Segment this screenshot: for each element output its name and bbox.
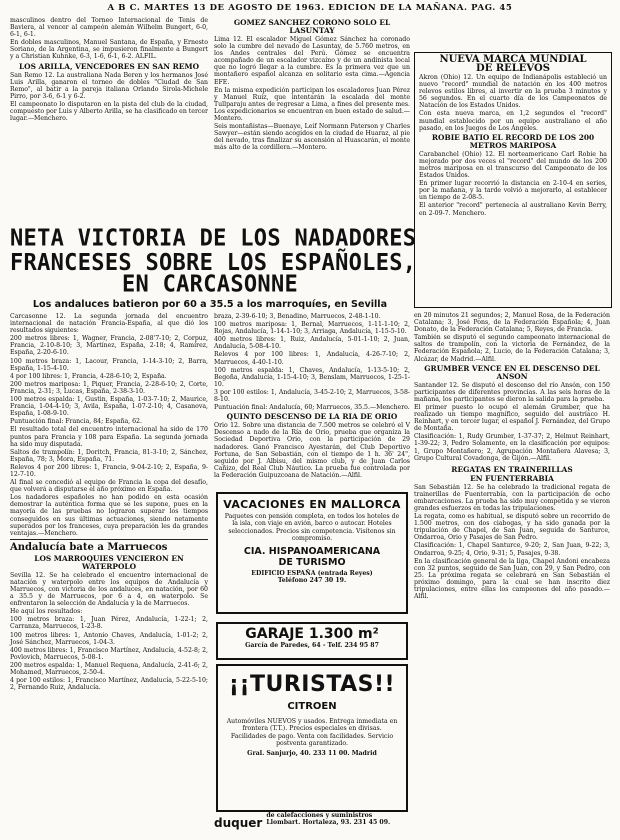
section-heading: EN FUENTERRABIA [470, 473, 554, 483]
ad-title: GARAJE 1.300 m² [245, 626, 379, 642]
article-paragraph: 100 metros espalda: 1, Gustin, España, 1-03-7-10; 2, Maurice, Francia, 1-04-4-10; 3, Avila, España, 1-07-2-10; 4, Casanova, España, 1-08-9-10. [10, 396, 208, 418]
article-paragraph: El anterior "record" pertenecía al australiano Kevin Berry, en 2-09-7. Menchero. [419, 202, 607, 217]
article-paragraph: El resultado total del encuentro internacional ha sido de 170 puntos para Francia y 108 para España. La segunda jornada ha sido muy disputada. [10, 426, 208, 448]
article-paragraph: 400 metros libres: 1, Francisco Martínez, Andalucía, 4-52-8; 2, Povlovich, Marruecos, 5-08-1. [10, 646, 208, 661]
article-paragraph: Sevilla 12. Se ha celebrado el encuentro internacional de natación y waterpolo entre los equipos de Andalucía y Marruecos, con victoria de los andaluces, en natación, por 60 a 35.5 y de Marruecos, por 6 a 4, en waterpolo. Se enfrentaron la selección de Andalucía y la de Marruecos. [10, 571, 208, 608]
headline-line: NETA VICTORIA DE LOS NADADORES [10, 225, 417, 252]
article-paragraph: Orio 12. Sobre una distancia de 7.500 metros se celebró el V Descenso a nado de la Ría de Orio, prueba que organiza la Sociedad Deportiva Orio, con la participación de 29 nadadores. Ganó Francisco Ayestarán, del Club Deportivo Fortuna, de San Sebastián, con el tiempo de 1 h. 36' 24", seguido por J. Albisu, del mismo club, y de Juan Carlos Cañizo, del Real Club Náutico. La prueba fue controlada por la Federación Guipuzcoana de Natación.—Alfil. [214, 422, 410, 479]
page-header: A B C. MARTES 13 DE AGOSTO DE 1963. EDICION DE LA MAÑANA. PAG. 45 [107, 3, 513, 13]
article-paragraph: San Remo 12. La australiana Nada Beren y los hermanos José Luis Arilla, ganaron el torneo de dobles "Ciudad de San Remo", al batir a la pareja italiana Orlando Sirola-Michele Pirro, por 3-6, 6-1 y 6-2. [10, 71, 208, 100]
ad-phone: Teléfono 247 30 19. [277, 577, 347, 585]
section-heading: QUINTO DESCENSO DE LA RIA DE ORIO [226, 412, 398, 422]
article-paragraph: 100 metros espalda: 1, Chaves, Andalucía, 1-13-5-10; 2, Begoña, Andalucía, 1-15-4-10; 3, Benslam, Marruecos, 1-25-1-10. [214, 366, 410, 388]
article-paragraph: El campeonato lo disputaron en la pista del club de la ciudad, compuesto por Luis y Alberto Arilla, se ha clasificado en tercer lugar.—Menchero. [10, 100, 208, 123]
article-paragraph: 200 metros mariposa: 1, Piquer, Francia, 2-28-6-10; 2, Corte, Francia, 2-31; 3, Lucas, España, 2-38-3-10. [10, 380, 208, 395]
article-paragraph: 3 por 100 estilos: 1, Andalucía, 3-45-2-10; 2, Marruecos, 3-58-8-10. [214, 388, 410, 404]
left-column-top [10, 17, 208, 225]
article-paragraph: Relevos 4 por 200 libres: 1, Francia, 9-04-2-10; 2, España, 9-12-7-10. [10, 463, 208, 478]
article-paragraph: Con esta nueva marca, en 1,2 segundos el "record" mundial establecido por un equipo australiano el año pasado, en los Juegos de Los Ángeles. [419, 110, 607, 132]
ad-address: EDIFICIO ESPAÑA (entrada Reyes) [251, 569, 373, 577]
article-paragraph: braza, 2-39-6-10; 3, Benadino, Marruecos, 2-48-1-10. [214, 313, 381, 320]
ad-text: de calefacciones y suministros [266, 812, 373, 819]
article-paragraph: Seis montañistas—Buenaye, Leif Normann Paterson y Charles Sawyer—están siendo acogidos en la ciudad de Huaraz, al pie del nevado, tras finalizar su ascensión al Huascarán, el monte más alto de la cordillera.—Montero. [214, 123, 410, 152]
article-paragraph: San Sebastián 12. Se ha celebrado la tradicional regata de trainerillas de Fuenterrabía, con la participación de ocho embarcaciones. La prueba ha sido muy competida y se vieron grandes esfuerzos en todas las tripulaciones. [414, 483, 610, 512]
article-paragraph: Lima 12. El escalador Miguel Gómez Sánchez ha coronado solo la cumbre del nevado de Lasuntay, de 5.760 metros, en los Andes centrales del Perú. Gómez se encuentra acompañado de un escalador vizcaíno y de un andinista local que no logró llegar a la cumbre. Es la primera vez que un montañero español alcanza en solitario esta cima.—Agencia EFE. [214, 36, 410, 86]
ad-mallorca[interactable] [216, 492, 408, 614]
section-heading: LOS ARILLA, VENCEDORES EN SAN REMO [18, 61, 200, 71]
main-subheadline: Los andaluces batieron por 60 a 35.5 a los marroquíes, en Sevilla [32, 299, 388, 310]
article-paragraph: Clasificación: 1, Chapel Santurce, 9-20; 2, San Juan, 9-22; 3, Ondarroa, 9-25; 4, Orio, 9-31; 5, Pasajes, 9-38. [414, 542, 610, 557]
article-paragraph: Los nadadores españoles no han podido en esta ocasión demostrar la auténtica forma que se les supone, pues en la mayoría de las pruebas no lograron superar los tiempos conseguidos en sus últimas actuaciones, siendo netamente superados por los franceses, cuya preparación les da grandes ventajas.—Menchero. [10, 494, 208, 537]
article-paragraph: Puntuación final: Francia, 84; España, 62. [10, 418, 142, 426]
article-paragraph: Relevos 4 por 100 libres: 1, Andalucía, 4-26-7-10; 2, Marruecos, 4-40-1-10. [214, 351, 410, 366]
article-paragraph: en 20 minutos 21 segundos; 2, Manuel Rosa, de la Federación Catalana; 3, José Pons, de la Federación Española; 4, Juan Donato, de la Federación Catalana; 5, Reyes, de Francia. [414, 312, 610, 334]
ad-bottom[interactable] [214, 812, 410, 836]
right-column-box [414, 52, 612, 308]
article-paragraph: 200 metros espalda: 1, Manuel Requena, Andalucía, 2-41-6; 2, Mohamed, Marruecos, 2-50-4. [10, 661, 208, 677]
article-paragraph: Saltos de trampolín: 1, Doritch, Francia, 81-3-10; 2, Sánchez, España, 78; 3, Mora, España, 71. [10, 448, 208, 463]
article-paragraph: En la clasificación general de la liga, Chapel Andoni encabeza con 32 puntos, seguido de San Juan, con 29, y San Pedro, con 25. La próxima regata se celebrará en San Sebastián el próximo domingo, para la cual se han inscrito diez tripulaciones, entre ellas los campeones del año pasado.—Alfil. [414, 557, 610, 601]
column-b-body [214, 313, 410, 479]
article-paragraph: En la misma expedición participan los escaladores Juan Pérez y Manuel Ruiz, que intentarán la escalada del monte Tullparaju antes de regresar a Lima, a fines del presente mes. Los expedicionarios se encuentran en buen estado de salud.—Montero. [214, 86, 410, 123]
ad-brand: CITROEN [287, 701, 337, 712]
article-paragraph: En primer lugar recorrió la distancia en 2-10-4 en series, por la mañana, y la tarde volvió a mejorarlo, al establecer un tiempo de 2-08-5. [419, 180, 607, 202]
divider [10, 539, 208, 540]
ad-brand: duquer [214, 816, 263, 830]
ad-company: DE TURISMO [278, 556, 346, 568]
article-paragraph: Carabanchel (Ohio) 12. El norteamericano Carl Robie ha mejorado por dos veces el "record" del mundo de los 200 metros mariposa en el transcurso del Campeonato de los Estados Unidos. [419, 150, 607, 180]
ad-text: Automóviles NUEVOS y usados. Entrega inmediata en frontera (T.T.). Precios especiales en divisas. Facilidades de pago. Venta con facilidades. Servicio postventa garantizado. [226, 718, 398, 748]
ad-title: ¡¡TURISTAS!! [228, 672, 396, 697]
section-heading: DE RELEVOS [476, 63, 550, 74]
article-paragraph: El primer puesto lo ocupó el alemán Grumber, que ha realizado un tiempo magnífico, seguido del austríaco H. Reinhart, y en tercer lugar, el español J. Fernández, del Grupo de Montaña. [414, 403, 610, 433]
ad-text: Paquetes con pensión completa, en todos los hoteles de la isla, con viaje en avión, barco o autocar. Hoteles seleccionados. Precios sin competencia. Visítenos sin compromiso. [224, 513, 400, 543]
article-paragraph: 4 por 100 estilos: 1, Francisco Martínez, Andalucía, 5-22-5-10; 2, Fernando Ruiz, Andalucía. [10, 677, 208, 692]
right-column-body [414, 312, 610, 836]
article-paragraph: También se disputó el segundo campeonato internacional de saltos de trampolín, con la victoria de Fernández, de la Federación Española; 2, Lucio, de la Federación Catalana; 3, Alcázar, de Madrid.—Alfil. [414, 334, 610, 363]
column-a-body [10, 313, 208, 835]
article-paragraph: Clasificación: 1, Rudy Grumber, 1-37-37; 2, Helmut Reinhart, 1-39-22; 3, Pedro Solamente, en la clasificación por equipos: 1, Grupo Montañero; 2, Agrupación Montañera Alavesa; 3, Grupo Cultural Covadonga, de Gijón.—Alfil. [414, 433, 610, 462]
article-paragraph: Al final se concedió al equipo de Francia la copa del desafío, que volverá a disputarse el año próximo en España. [10, 479, 208, 494]
section-heading: GRUMBER VENCE EN EL DESCENSO DEL ANSON [424, 363, 600, 381]
main-headline [10, 225, 417, 277]
section-heading: REGATAS EN TRAINERILLAS [451, 464, 573, 474]
section-heading: ROBIE BATIO EL RECORD DE LOS 200 METROS MARIPOSA [431, 132, 595, 150]
article-paragraph: Santander 12. Se disputó el descenso del río Ansón, con 150 participantes de diferentes provincias. A las seis horas de la mañana, los participantes se dieron la salida para la prueba. [414, 381, 610, 403]
article-paragraph: 100 metros braza: 1, Juan Pérez, Andalucía, 1-22-1; 2, Carranza, Marruecos, 1-23-8. [10, 616, 208, 631]
ad-address: Llombart. Hortaleza, 93. 231 45 09. [266, 819, 391, 827]
article-paragraph: 100 metros mariposa: 1, Bernal, Marruecos, 1-11-1-10; 2, Rojas, Andalucía, 1-14-1-10; 3, Arriaga, Andalucía, 1-15-5-10. [214, 321, 410, 336]
section-heading: GOMEZ SANCHEZ CORONO SOLO EL LASUNTAY [233, 18, 391, 35]
article-paragraph: Akron (Ohio) 12. Un equipo de Indianápolis estableció un nuevo "record" mundial de natación en los 400 metros relevos estilos libres, al invertir en la prueba 3 minutos y 56 segundos. En el cuarto día de los Campeonatos de Natación de los Estados Unidos. [419, 74, 607, 110]
ad-company: CIA. HISPANOAMERICANA [243, 545, 381, 557]
section-heading: NUEVA MARCA MUNDIAL [439, 54, 587, 65]
article-paragraph: 100 metros braza: 1, Lacour, Francia, 1-14-3-10; 2, Barra, España, 1-15-4-10. [10, 357, 208, 372]
article-paragraph: He aquí los resultados: [10, 608, 83, 616]
article-paragraph: masculinos dentro del Torneo Internacional de Tenis de Baviera, al vencer al campeón alemán Wilhelm Bungert, 6-0, 6-1, 6-1. [10, 17, 208, 39]
ad-address: Gral. Sanjurjo, 40. 233 11 00. Madrid [247, 749, 377, 757]
section-heading: Andalucía bate a Marruecos [10, 541, 168, 553]
section-subheading: LOS MARROQUIES VENCIERON EN WATERPOLO [34, 553, 184, 571]
article-paragraph: 4 por 100 libres: 1, Francia, 4-28-6-10; 2, España. [10, 372, 167, 380]
ad-garaje[interactable] [216, 622, 408, 660]
ad-turistas[interactable] [216, 664, 408, 812]
right-column-box-body [415, 74, 611, 217]
article-paragraph: En dobles masculinos, Manuel Santana, de España, y Ernesto Soriano, de la Argentina, se impusieron finalmente a Bungert y a Christian Kuhnke, 6-3, 1-6, 6-1, 6-2. ALFIL. [10, 39, 208, 61]
middle-column-top [214, 17, 410, 225]
article-paragraph: 400 metros libres: 1, Ruiz, Andalucía, 5-01-1-10; 2, Juan, Andalucía, 5-08-4-10. [214, 336, 410, 351]
ad-title: VACACIONES EN MALLORCA [223, 498, 401, 511]
article-paragraph: 200 metros libres: 1, Wagner, Francia, 2-08'7-10; 2, Corpuz, Francia, 2-10-8-10; 3, Martínez, España, 2-18; 4, Ramírez, España, 2-20-6-10. [10, 335, 208, 357]
article-paragraph: La regata, como es habitual, se disputó sobre un recorrido de 1.500 metros, con dos ciabogas, y ha sido ganada por la tripulación de Chapel, de San Juan, seguida de Santurce, Ondarroa, Orio y Pasajes de San Pedro. [414, 513, 610, 542]
article-paragraph: Carcasonne 12. La segunda jornada del encuentro internacional de natación Francia-España, al que dió los resultados siguientes: [10, 313, 208, 335]
headline-line: FRANCESES SOBRE LOS ESPAÑOLES, [10, 249, 417, 277]
article-paragraph: Puntuación final: Andalucía, 60; Marruecos, 35.5.—Menchero. [214, 404, 410, 412]
ad-text: García de Paredes, 64 - Telf. 234 95 87 [245, 642, 379, 649]
main-headline-line3 [10, 272, 410, 297]
headline-line: EN CARCASONNE [121, 271, 299, 298]
article-paragraph: 100 metros libres: 1, Antonio Chaves, Andalucía, 1-01-2; 2, José Sánchez, Marruecos, 1-04-3. [10, 631, 208, 646]
